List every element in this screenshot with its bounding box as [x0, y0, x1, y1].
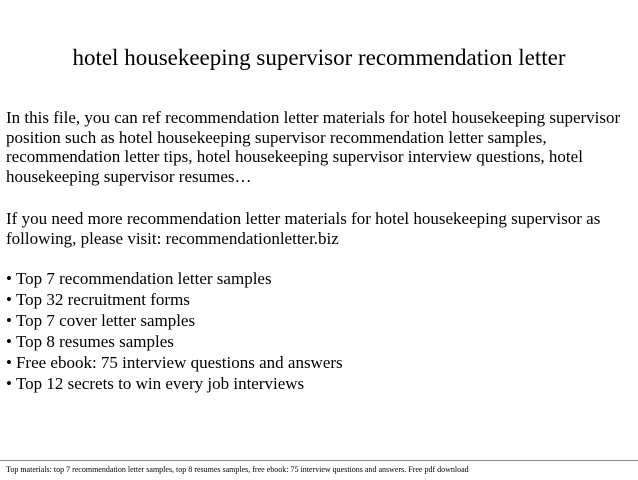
list-item-text: Top 12 secrets to win every job interviews	[15, 374, 305, 393]
list-item-text: Top 32 recruitment forms	[15, 290, 190, 309]
list-item	[6, 352, 343, 373]
bullet-icon: •	[6, 374, 12, 393]
materials-list	[6, 268, 343, 394]
visit-paragraph: If you need more recommendation letter materials for hotel housekeeping supervisor as following, please visit: recommendationletter.biz	[6, 209, 601, 248]
bullet-icon: •	[6, 290, 12, 309]
list-item	[6, 268, 343, 289]
document-title: hotel housekeeping supervisor recommendation letter	[72, 45, 566, 70]
list-item-text: Top 7 recommendation letter samples	[15, 269, 272, 288]
list-item-text: Top 8 resumes samples	[15, 332, 174, 351]
list-item	[6, 310, 343, 331]
bullet-icon: •	[6, 269, 12, 288]
footer-text: Top materials: top 7 recommendation letter samples, top 8 resumes samples, free ebook: 75 interview questions and answers. Free pdf download	[6, 465, 469, 474]
footer-bar	[0, 460, 638, 480]
list-item-text: Top 7 cover letter samples	[15, 311, 196, 330]
bullet-icon: •	[6, 332, 12, 351]
list-item	[6, 373, 343, 394]
intro-paragraph: In this file, you can ref recommendation letter materials for hotel housekeeping supervisor position such as hotel housekeeping supervisor recommendation letter samples, recommendation letter tips, hotel housekeeping supervisor interview questions, hotel housekeeping supervisor resumes…	[6, 108, 621, 186]
list-item	[6, 331, 343, 352]
list-item	[6, 289, 343, 310]
list-item-text: Free ebook: 75 interview questions and answers	[15, 353, 343, 372]
bullet-icon: •	[6, 353, 12, 372]
bullet-icon: •	[6, 311, 12, 330]
